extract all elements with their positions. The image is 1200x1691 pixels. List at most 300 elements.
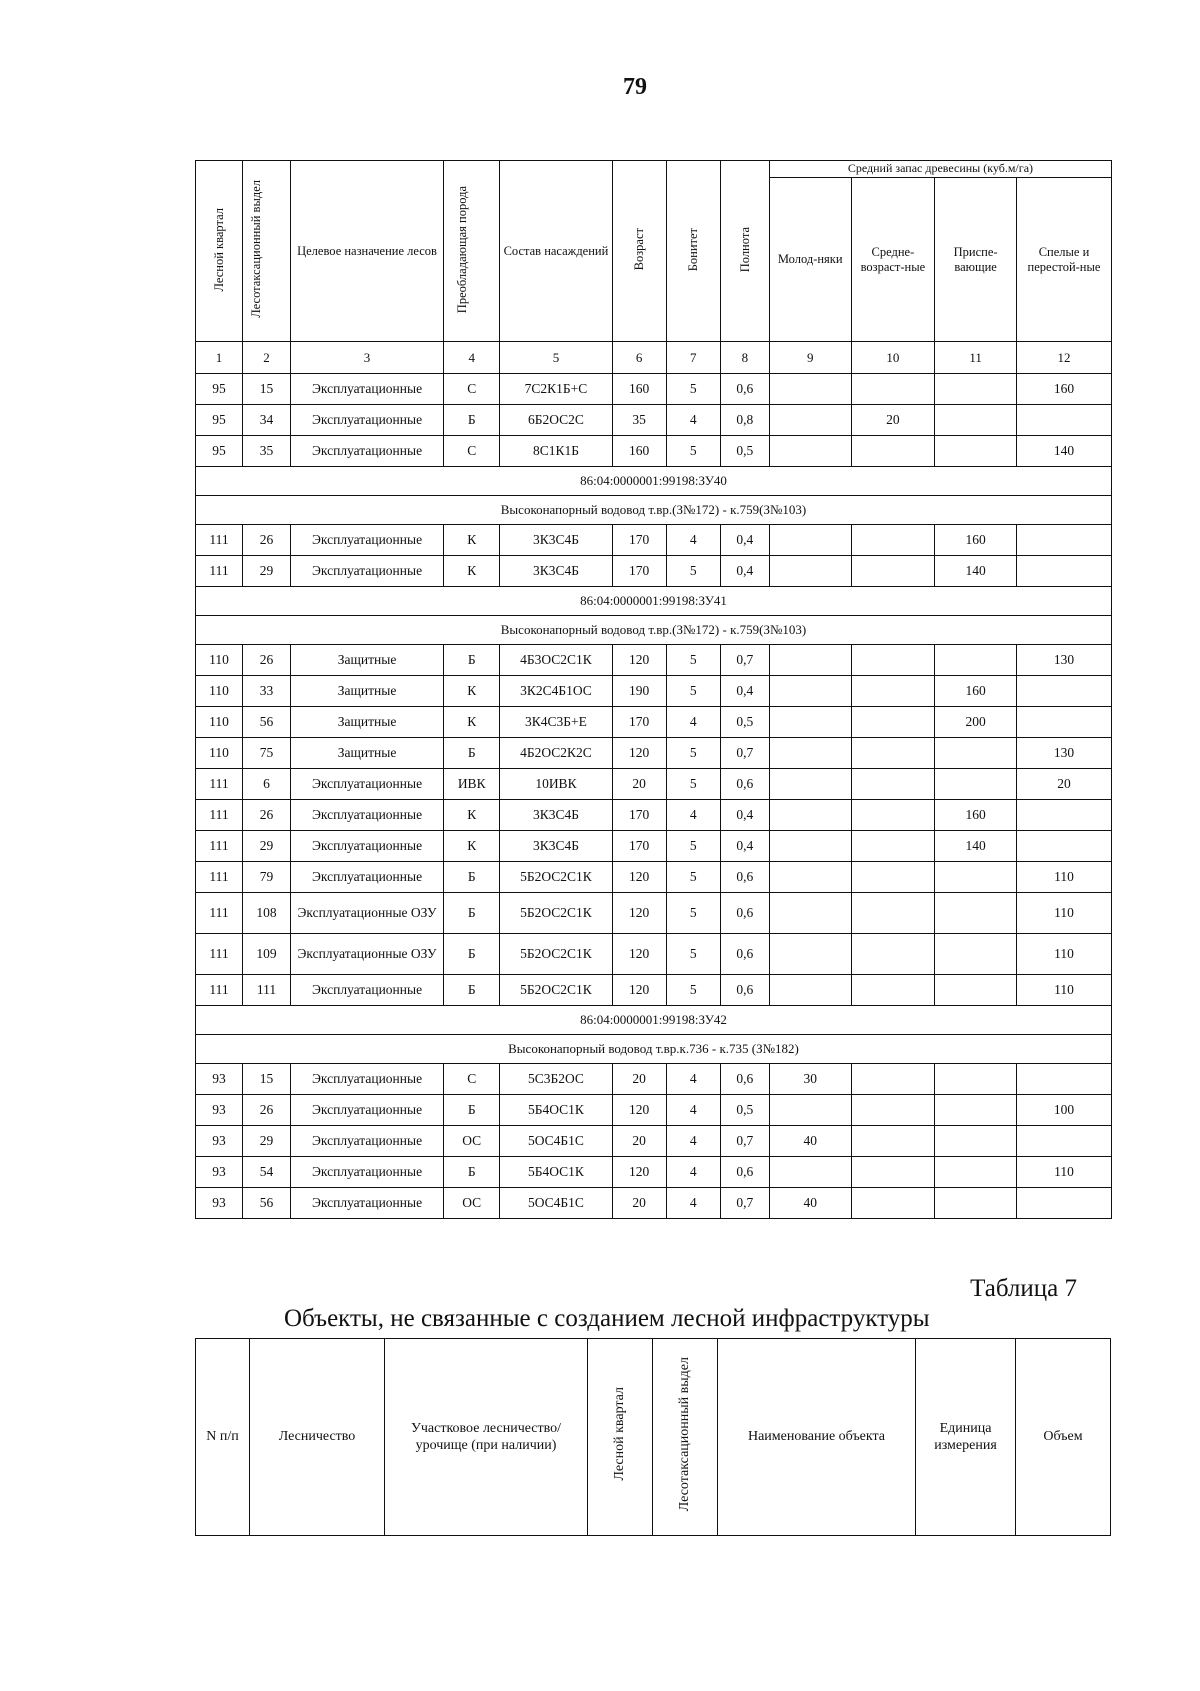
- table-cell: [851, 975, 935, 1006]
- table-cell: 120: [612, 1157, 666, 1188]
- table-cell: 0,4: [720, 831, 769, 862]
- table-cell: 0,6: [720, 975, 769, 1006]
- table-cell: 0,4: [720, 556, 769, 587]
- table-cell: [769, 645, 851, 676]
- header-forest-quarter: Лесной квартал: [196, 161, 243, 342]
- table-cell: 110: [1016, 934, 1111, 975]
- table-cell: [935, 934, 1017, 975]
- table-cell: [769, 405, 851, 436]
- t7-header-volume: Объем: [1016, 1339, 1111, 1536]
- table-row: [196, 769, 1112, 800]
- table-cell: ОС: [444, 1188, 500, 1219]
- table-cell: [851, 1126, 935, 1157]
- table-cell: 110: [1016, 893, 1111, 934]
- table-cell: 93: [196, 1126, 243, 1157]
- table-cell: 100: [1016, 1095, 1111, 1126]
- table-cell: 6: [242, 769, 290, 800]
- table-cell: [851, 934, 935, 975]
- table-cell: ИВК: [444, 769, 500, 800]
- cadastral-number: 86:04:0000001:99198:ЗУ42: [196, 1006, 1112, 1035]
- table-cell: 0,4: [720, 676, 769, 707]
- table-row: [196, 1095, 1112, 1126]
- table-cell: 93: [196, 1188, 243, 1219]
- table-cell: 56: [242, 707, 290, 738]
- header-dominant-species: Преобладающая порода: [444, 161, 500, 342]
- table-cell: 111: [196, 975, 243, 1006]
- table-cell: 5С3Б2ОС: [500, 1064, 612, 1095]
- table-cell: Б: [444, 1095, 500, 1126]
- table-cell: [851, 831, 935, 862]
- table-cell: 170: [612, 800, 666, 831]
- table-cell: 10ИВК: [500, 769, 612, 800]
- table-row: [196, 707, 1112, 738]
- column-number: 7: [666, 342, 720, 374]
- table-cell: 108: [242, 893, 290, 934]
- table-cell: 111: [196, 769, 243, 800]
- table-cell: 40: [769, 1188, 851, 1219]
- table-cell: 5Б4ОС1К: [500, 1095, 612, 1126]
- table-cell: 120: [612, 1095, 666, 1126]
- table-cell: ОС: [444, 1126, 500, 1157]
- t7-header-district: Участковое лесничество/урочище (при наличии): [385, 1339, 588, 1536]
- table-cell: 0,7: [720, 645, 769, 676]
- table-cell: [1016, 1188, 1111, 1219]
- table-cell: Б: [444, 645, 500, 676]
- table-cell: 170: [612, 556, 666, 587]
- table-cell: 170: [612, 707, 666, 738]
- table-cell: Эксплуатационные: [290, 525, 443, 556]
- table-cell: 5Б2ОС2С1К: [500, 862, 612, 893]
- table-cell: 111: [242, 975, 290, 1006]
- table-cell: [851, 1157, 935, 1188]
- table-row: [196, 975, 1112, 1006]
- table-cell: [935, 1157, 1017, 1188]
- table-cell: 35: [612, 405, 666, 436]
- cadastral-row: [196, 467, 1112, 496]
- table-cell: [769, 831, 851, 862]
- table-cell: [851, 738, 935, 769]
- table-cell: 0,5: [720, 436, 769, 467]
- table-cell: 4: [666, 800, 720, 831]
- table-cell: 0,7: [720, 1188, 769, 1219]
- table-cell: 5Б4ОС1К: [500, 1157, 612, 1188]
- table-cell: 0,6: [720, 934, 769, 975]
- table-cell: Эксплуатационные: [290, 975, 443, 1006]
- table-cell: 3К3С4Б: [500, 831, 612, 862]
- table-cell: [769, 934, 851, 975]
- table-cell: [1016, 676, 1111, 707]
- table-cell: С: [444, 1064, 500, 1095]
- table-cell: С: [444, 374, 500, 405]
- header-mature: Спелые и перестой-ные: [1016, 178, 1111, 342]
- table-cell: Эксплуатационные: [290, 831, 443, 862]
- table-cell: 0,8: [720, 405, 769, 436]
- t7-header-num: N п/п: [196, 1339, 250, 1536]
- table-cell: 160: [612, 436, 666, 467]
- table-cell: Эксплуатационные: [290, 1064, 443, 1095]
- object-row: [196, 616, 1112, 645]
- table-cell: [1016, 707, 1111, 738]
- object-row: [196, 496, 1112, 525]
- table-cell: [851, 862, 935, 893]
- forest-plots-table: [195, 160, 1112, 1219]
- table-cell: К: [444, 707, 500, 738]
- table-cell: 111: [196, 800, 243, 831]
- table-cell: 95: [196, 436, 243, 467]
- table-cell: 110: [196, 645, 243, 676]
- table-cell: 130: [1016, 645, 1111, 676]
- table-cell: [935, 405, 1017, 436]
- table-row: [196, 1188, 1112, 1219]
- table-cell: 110: [1016, 862, 1111, 893]
- table-cell: Эксплуатационные: [290, 1188, 443, 1219]
- table-cell: 160: [1016, 374, 1111, 405]
- table-cell: [851, 893, 935, 934]
- table-cell: [851, 800, 935, 831]
- table-cell: [851, 1188, 935, 1219]
- table-cell: 3К3С4Б: [500, 800, 612, 831]
- column-number: 6: [612, 342, 666, 374]
- table-cell: 26: [242, 645, 290, 676]
- table-cell: Эксплуатационные ОЗУ: [290, 934, 443, 975]
- table-cell: 110: [196, 676, 243, 707]
- table-cell: 33: [242, 676, 290, 707]
- table-row: [196, 831, 1112, 862]
- table-cell: [769, 862, 851, 893]
- table-cell: 4: [666, 707, 720, 738]
- table-cell: Эксплуатационные: [290, 1095, 443, 1126]
- table-cell: 3К3С4Б: [500, 556, 612, 587]
- table-cell: К: [444, 676, 500, 707]
- column-numbers-row: [196, 342, 1112, 374]
- table-cell: 56: [242, 1188, 290, 1219]
- table-cell: Б: [444, 934, 500, 975]
- table-cell: 5: [666, 556, 720, 587]
- object-row: [196, 1035, 1112, 1064]
- table-cell: [935, 436, 1017, 467]
- table-cell: 5ОС4Б1С: [500, 1188, 612, 1219]
- table-cell: [769, 1157, 851, 1188]
- column-number: 5: [500, 342, 612, 374]
- table-cell: 160: [935, 525, 1017, 556]
- table-cell: Защитные: [290, 676, 443, 707]
- table-cell: [935, 1095, 1017, 1126]
- table-cell: Защитные: [290, 645, 443, 676]
- table-cell: 5: [666, 374, 720, 405]
- table-cell: 5ОС4Б1С: [500, 1126, 612, 1157]
- table-cell: К: [444, 800, 500, 831]
- table-cell: [769, 676, 851, 707]
- table7-label: Таблица 7: [970, 1275, 1077, 1302]
- table-cell: 160: [612, 374, 666, 405]
- table-cell: 5: [666, 738, 720, 769]
- table-cell: Эксплуатационные: [290, 800, 443, 831]
- table-cell: [935, 1126, 1017, 1157]
- table-cell: 15: [242, 1064, 290, 1095]
- table-cell: 4: [666, 525, 720, 556]
- table-cell: 111: [196, 525, 243, 556]
- table-cell: Защитные: [290, 738, 443, 769]
- object-title: Высоконапорный водовод т.вр.(З№172) - к.759(З№103): [196, 496, 1112, 525]
- table-cell: Эксплуатационные: [290, 862, 443, 893]
- table-cell: 8С1К1Б: [500, 436, 612, 467]
- table-cell: 200: [935, 707, 1017, 738]
- table-cell: [769, 738, 851, 769]
- table-cell: 170: [612, 525, 666, 556]
- table-cell: 111: [196, 831, 243, 862]
- t7-header-plot: Лесотаксационный выдел: [653, 1339, 718, 1536]
- table-cell: 4: [666, 1157, 720, 1188]
- table-row: [196, 862, 1112, 893]
- table-cell: 0,6: [720, 374, 769, 405]
- table-cell: 5: [666, 893, 720, 934]
- column-number: 8: [720, 342, 769, 374]
- table-cell: [1016, 831, 1111, 862]
- table-cell: Б: [444, 738, 500, 769]
- table-cell: 140: [1016, 436, 1111, 467]
- table-cell: 0,5: [720, 707, 769, 738]
- table-cell: 93: [196, 1157, 243, 1188]
- table-cell: 0,5: [720, 1095, 769, 1126]
- header-bonitet: Бонитет: [666, 161, 720, 342]
- table-cell: [769, 436, 851, 467]
- table-cell: 26: [242, 800, 290, 831]
- table-cell: [851, 525, 935, 556]
- cadastral-number: 86:04:0000001:99198:ЗУ40: [196, 467, 1112, 496]
- table-row: [196, 800, 1112, 831]
- table-cell: 3К4С3Б+Е: [500, 707, 612, 738]
- table-cell: [769, 769, 851, 800]
- table-cell: 20: [851, 405, 935, 436]
- table-cell: 160: [935, 800, 1017, 831]
- column-number: 4: [444, 342, 500, 374]
- cadastral-row: [196, 1006, 1112, 1035]
- t7-header-unit: Единица измерения: [916, 1339, 1016, 1536]
- table-cell: 4: [666, 1126, 720, 1157]
- table-cell: 130: [1016, 738, 1111, 769]
- table-cell: 5: [666, 934, 720, 975]
- table-cell: 0,4: [720, 800, 769, 831]
- table-cell: 4: [666, 1188, 720, 1219]
- table-row: [196, 556, 1112, 587]
- table-cell: 5: [666, 645, 720, 676]
- table-cell: К: [444, 831, 500, 862]
- table-cell: 5: [666, 975, 720, 1006]
- table-cell: 120: [612, 645, 666, 676]
- table-cell: 120: [612, 738, 666, 769]
- table-cell: 110: [1016, 1157, 1111, 1188]
- table-cell: [935, 1188, 1017, 1219]
- table-cell: Защитные: [290, 707, 443, 738]
- header-purpose: Целевое назначение лесов: [290, 161, 443, 342]
- table-cell: 0,6: [720, 769, 769, 800]
- table-row: [196, 1064, 1112, 1095]
- table-cell: [935, 645, 1017, 676]
- t7-header-object-name: Наименование объекта: [718, 1339, 916, 1536]
- table-cell: Б: [444, 893, 500, 934]
- table-cell: [851, 1095, 935, 1126]
- table-cell: 4: [666, 1095, 720, 1126]
- header-age: Возраст: [612, 161, 666, 342]
- table-cell: С: [444, 436, 500, 467]
- table-cell: 6Б2ОС2С: [500, 405, 612, 436]
- table-cell: [851, 1064, 935, 1095]
- table-cell: [769, 800, 851, 831]
- table-cell: [769, 1095, 851, 1126]
- table-cell: 4: [666, 1064, 720, 1095]
- table-cell: 34: [242, 405, 290, 436]
- table-cell: 20: [1016, 769, 1111, 800]
- column-number: 10: [851, 342, 935, 374]
- table-cell: [935, 738, 1017, 769]
- table-cell: [1016, 556, 1111, 587]
- header-middle-aged: Средне-возраст-ные: [851, 178, 935, 342]
- object-title: Высоконапорный водовод т.вр.(З№172) - к.759(З№103): [196, 616, 1112, 645]
- header-wood-stock-group: Средний запас древесины (куб.м/га): [769, 161, 1111, 178]
- table-cell: [935, 862, 1017, 893]
- table-cell: Эксплуатационные: [290, 374, 443, 405]
- table-cell: 4Б2ОС2К2С: [500, 738, 612, 769]
- table-cell: Эксплуатационные: [290, 405, 443, 436]
- table-cell: [769, 893, 851, 934]
- table-cell: Б: [444, 862, 500, 893]
- table-cell: 5: [666, 436, 720, 467]
- table-cell: 4: [666, 405, 720, 436]
- table-cell: 120: [612, 862, 666, 893]
- table-cell: Эксплуатационные: [290, 1157, 443, 1188]
- table-cell: К: [444, 556, 500, 587]
- table-cell: [851, 645, 935, 676]
- table-cell: 5Б2ОС2С1К: [500, 934, 612, 975]
- table7-objects: [195, 1338, 1111, 1536]
- table-row: [196, 374, 1112, 405]
- table-cell: 15: [242, 374, 290, 405]
- table-row: [196, 436, 1112, 467]
- cadastral-row: [196, 587, 1112, 616]
- table-cell: 120: [612, 893, 666, 934]
- header-young: Молод-няки: [769, 178, 851, 342]
- table-cell: Эксплуатационные ОЗУ: [290, 893, 443, 934]
- column-number: 1: [196, 342, 243, 374]
- table-cell: 190: [612, 676, 666, 707]
- table-cell: 0,7: [720, 1126, 769, 1157]
- t7-header-quarter: Лесной квартал: [588, 1339, 653, 1536]
- table-cell: [935, 769, 1017, 800]
- table-cell: 5Б2ОС2С1К: [500, 893, 612, 934]
- table-row: [196, 645, 1112, 676]
- table-cell: 111: [196, 893, 243, 934]
- table-cell: 20: [612, 1064, 666, 1095]
- table-cell: 110: [1016, 975, 1111, 1006]
- table-cell: 93: [196, 1064, 243, 1095]
- header-density: Полнота: [720, 161, 769, 342]
- table-cell: [1016, 800, 1111, 831]
- table-cell: 3К2С4Б1ОС: [500, 676, 612, 707]
- table-cell: 5: [666, 831, 720, 862]
- table-cell: 35: [242, 436, 290, 467]
- table-cell: 54: [242, 1157, 290, 1188]
- table-row: [196, 525, 1112, 556]
- table-cell: 0,6: [720, 893, 769, 934]
- table-cell: Б: [444, 975, 500, 1006]
- column-number: 12: [1016, 342, 1111, 374]
- cadastral-number: 86:04:0000001:99198:ЗУ41: [196, 587, 1112, 616]
- table-cell: [769, 707, 851, 738]
- table-cell: 5: [666, 862, 720, 893]
- column-number: 3: [290, 342, 443, 374]
- table-cell: 40: [769, 1126, 851, 1157]
- table-cell: Эксплуатационные: [290, 1126, 443, 1157]
- table-cell: Эксплуатационные: [290, 436, 443, 467]
- main-table-body: [196, 342, 1112, 1219]
- table-cell: 5: [666, 769, 720, 800]
- table-cell: 95: [196, 405, 243, 436]
- table-cell: 26: [242, 1095, 290, 1126]
- table-cell: 0,6: [720, 1157, 769, 1188]
- table-cell: 0,7: [720, 738, 769, 769]
- table-cell: [769, 374, 851, 405]
- page-number: 79: [623, 74, 647, 100]
- table-cell: 170: [612, 831, 666, 862]
- table-cell: [1016, 405, 1111, 436]
- table-cell: [1016, 1064, 1111, 1095]
- table-cell: 0,6: [720, 862, 769, 893]
- table-cell: 111: [196, 862, 243, 893]
- table-cell: [935, 893, 1017, 934]
- table-cell: [1016, 525, 1111, 556]
- table-cell: 20: [612, 1188, 666, 1219]
- header-maturing: Приспе-вающие: [935, 178, 1017, 342]
- table-cell: 120: [612, 975, 666, 1006]
- table-cell: [851, 436, 935, 467]
- table-cell: 5: [666, 676, 720, 707]
- table-row: [196, 893, 1112, 934]
- table-cell: 0,6: [720, 1064, 769, 1095]
- table-cell: 26: [242, 525, 290, 556]
- header-plot: Лесотаксационный выдел: [242, 161, 290, 342]
- table-cell: Эксплуатационные: [290, 769, 443, 800]
- table-cell: 140: [935, 556, 1017, 587]
- table-cell: [935, 975, 1017, 1006]
- table-cell: [851, 769, 935, 800]
- object-title: Высоконапорный водовод т.вр.к.736 - к.735 (З№182): [196, 1035, 1112, 1064]
- table-cell: [769, 975, 851, 1006]
- table-cell: [851, 676, 935, 707]
- table-cell: 140: [935, 831, 1017, 862]
- table-cell: 4Б3ОС2С1К: [500, 645, 612, 676]
- table-cell: 5Б2ОС2С1К: [500, 975, 612, 1006]
- table-cell: Б: [444, 405, 500, 436]
- table-row: [196, 1157, 1112, 1188]
- table-cell: 29: [242, 556, 290, 587]
- table-cell: 110: [196, 738, 243, 769]
- table-row: [196, 405, 1112, 436]
- table-cell: [851, 556, 935, 587]
- table-cell: [769, 556, 851, 587]
- table-cell: Эксплуатационные: [290, 556, 443, 587]
- header-composition: Состав насаждений: [500, 161, 612, 342]
- t7-header-forestry: Лесничество: [250, 1339, 385, 1536]
- table-cell: 120: [612, 934, 666, 975]
- column-number: 2: [242, 342, 290, 374]
- table7-title: Объекты, не связанные с созданием лесной инфраструктуры: [284, 1305, 930, 1332]
- table-cell: Б: [444, 1157, 500, 1188]
- table-cell: [769, 525, 851, 556]
- column-number: 11: [935, 342, 1017, 374]
- table-cell: 79: [242, 862, 290, 893]
- table-cell: 109: [242, 934, 290, 975]
- table-row: [196, 676, 1112, 707]
